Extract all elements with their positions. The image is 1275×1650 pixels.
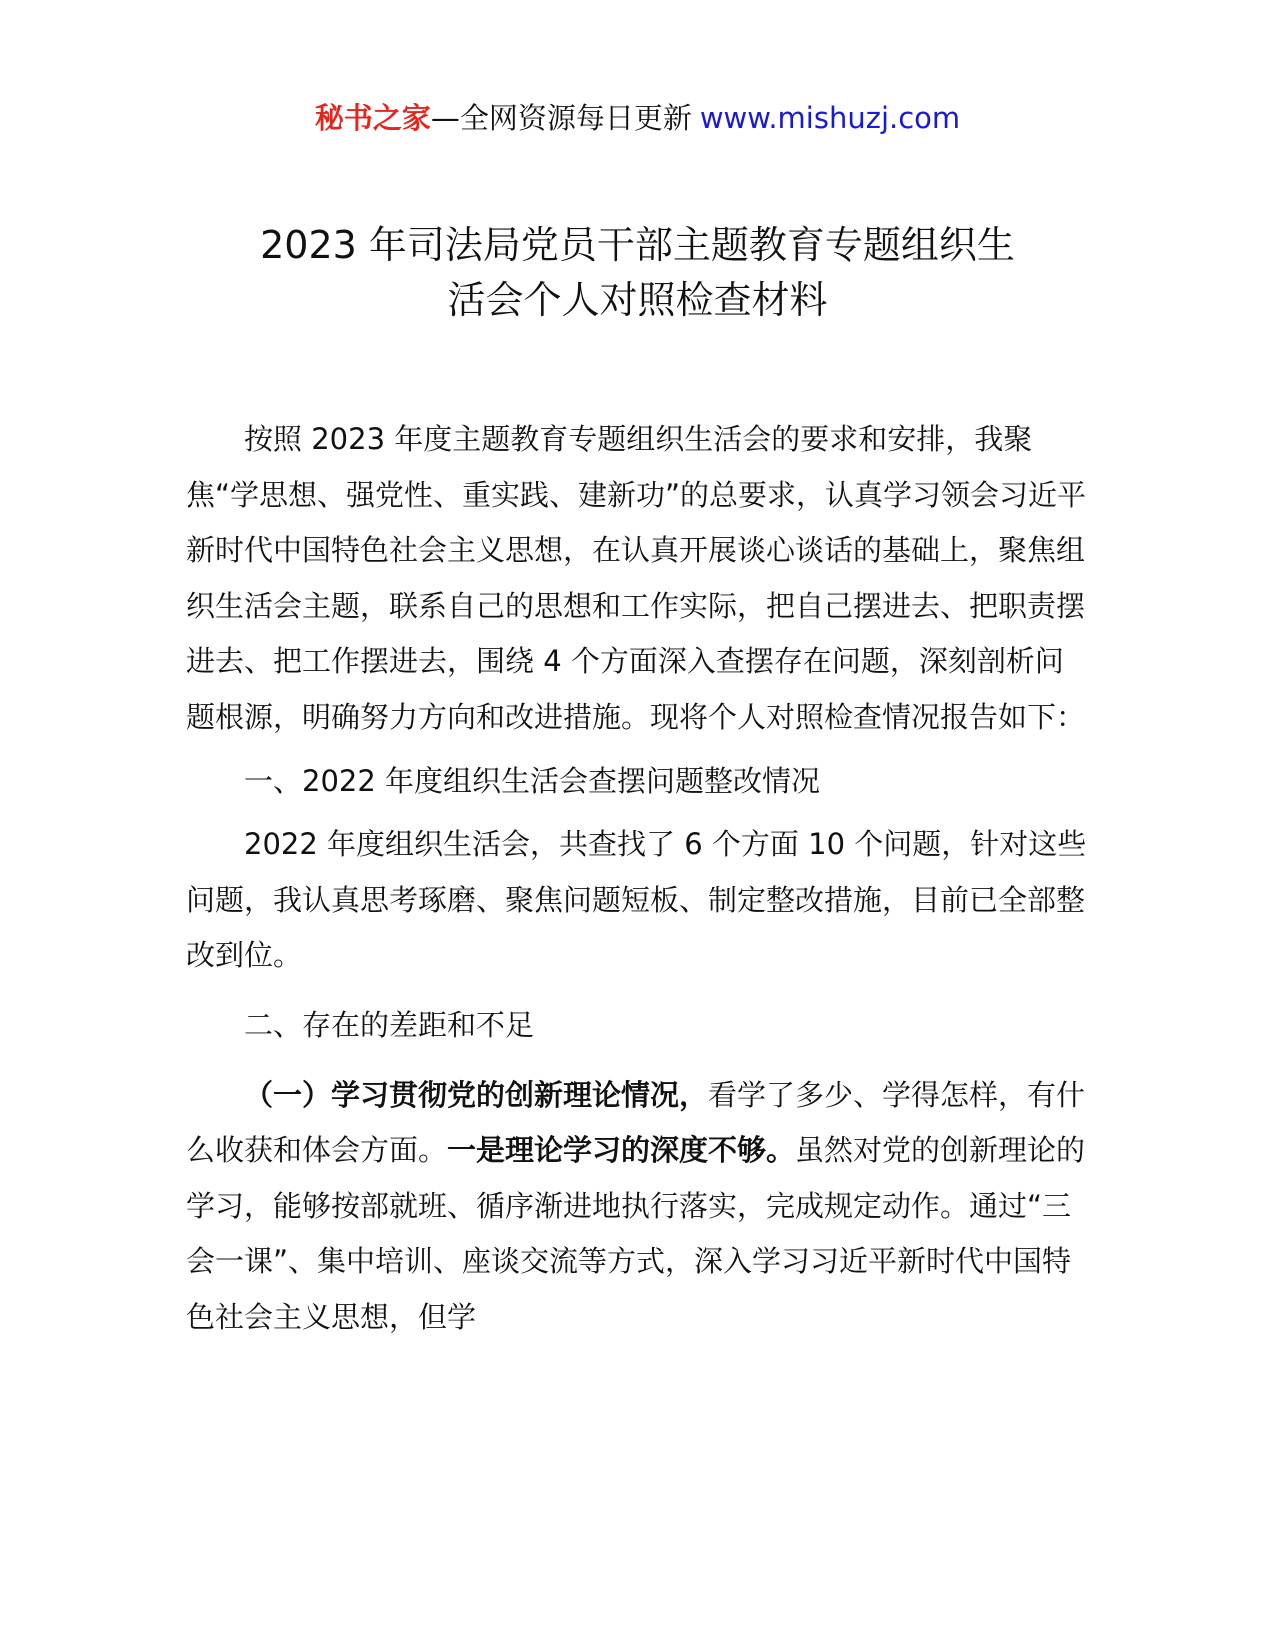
banner-slogan: —全网资源每日更新 (430, 101, 692, 135)
site-banner (0, 98, 1275, 138)
item-1-text-a: 看学了多少、学得怎样，有什么收获和体会方面。 (186, 1077, 1086, 1168)
site-url-link[interactable]: www.mishuzj.com (699, 101, 961, 135)
item-1-paragraph (186, 1068, 1091, 1346)
title-line-1: 2023 年司法局党员干部主题教育专题组织生 (260, 223, 1015, 267)
item-1-bold-lead: （一）学习贯彻党的创新理论情况， (244, 1077, 709, 1112)
title-line-2: 活会个人对照检查材料 (447, 278, 828, 322)
document-title (0, 218, 1275, 328)
item-1-text-b: 虽然对党的创新理论的学习，能够按部就班、循序渐进地执行落实，完成规定动作。通过“三会一课”、集中培训、座谈交流等方式，深入学习习近平新时代中国特色社会主义思想，但学 (186, 1133, 1086, 1334)
section-1-body: 2022 年度组织生活会，共查找了 6 个方面 10 个问题，针对这些问题，我认真思考琢磨、聚焦问题短板、制定整改措施，目前已全部整改到位。 (186, 827, 1087, 973)
document-body (186, 412, 1091, 1346)
section-1-heading: 一、2022 年度组织生活会查摆问题整改情况 (244, 763, 821, 798)
intro-paragraph: 按照 2023 年度主题教育专题组织生活会的要求和安排，我聚焦“学思想、强党性、重实践、建新功”的总要求，认真学习领会习近平新时代中国特色社会主义思想，在认真开展谈心谈话的基础上，聚焦组织生活会主题，联系自己的思想和工作实际，把自己摆进去、把职责摆进去、把工作摆进去，围绕 4 个方面深入查摆存在问题，深刻剖析问题根源，明确努力方向和改进措施。现将个人对照检查情况报告如下： (186, 422, 1087, 734)
section-2-heading: 二、存在的差距和不足 (244, 1007, 535, 1042)
brand-name: 秘书之家 (314, 101, 431, 135)
item-1-bold-point: 一是理论学习的深度不够。 (447, 1133, 796, 1168)
